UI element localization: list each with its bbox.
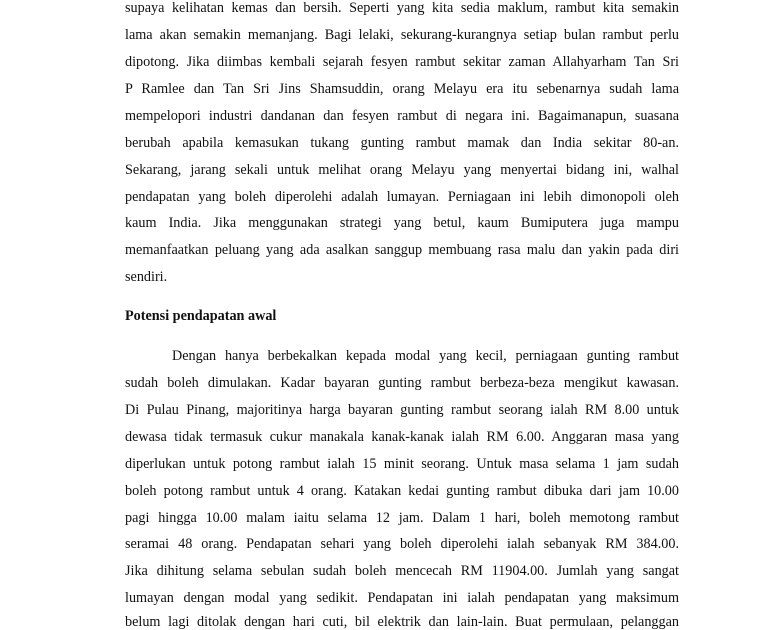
paragraph-1-line-2: lama akan semakin memanjang. Bagi lelaki, sekurang-kurangnya setiap bulan rambut perlu [125,27,679,43]
paragraph-2-line-8: seramai 48 orang. Pendapatan sehari yang boleh diperolehi ialah sebanyak RM 384.00. [125,536,679,552]
paragraph-2-line-1: Dengan hanya berbekalkan kepada modal yang kecil, perniagaan gunting rambut [172,348,679,364]
section-heading: Potensi pendapatan awal [125,308,277,324]
paragraph-1-line-11: sendiri. [125,269,168,285]
paragraph-2-line-4: dewasa tidak termasuk cukur manakala kanak-kanak ialah RM 6.00. Anggaran masa yang [125,429,679,445]
paragraph-1-line-4: P Ramlee dan Tan Sri Jins Shamsuddin, orang Melayu era itu sebenarnya sudah lama [125,81,679,97]
paragraph-2-line-2: sudah boleh dimulakan. Kadar bayaran gunting rambut berbeza-beza mengikut kawasan. [125,375,679,391]
paragraph-2-line-5: diperlukan untuk potong rambut ialah 15 minit seorang. Untuk masa selama 1 jam sudah [125,456,679,472]
paragraph-1-line-6: berubah apabila kemasukan tukang gunting rambut mamak dan India sekitar 80-an. [125,135,679,151]
paragraph-1-line-9: kaum India. Jika menggunakan strategi yang betul, kaum Bumiputera juga mampu [125,215,679,231]
paragraph-2-line-11: belum lagi ditolak dengan hari cuti, bil elektrik dan lain-lain. Buat permulaan, pelanggan [125,614,679,630]
paragraph-1-line-3: dipotong. Jika diimbas kembali sejarah fesyen rambut sekitar zaman Allahyarham Tan Sri [125,54,679,70]
paragraph-1-line-5: mempelopori industri dandanan dan fesyen rambut di negara ini. Bagaimanapun, suasana [125,108,679,124]
paragraph-2-line-9: Jika dihitung selama sebulan sudah boleh mencecah RM 11904.00. Jumlah yang sangat [125,563,679,579]
paragraph-2-line-6: boleh potong rambut untuk 4 orang. Katakan kedai gunting rambut dibuka dari jam 10.00 [125,483,679,499]
paragraph-2-line-3: Di Pulau Pinang, majoritinya harga bayaran gunting rambut seorang ialah RM 8.00 untuk [125,402,679,418]
paragraph-1-line-1: supaya kelihatan kemas dan bersih. Seperti yang kita sedia maklum, rambut kita semakin [125,0,679,16]
paragraph-2-line-7: pagi hingga 10.00 malam iaitu selama 12 jam. Dalam 1 hari, boleh memotong rambut [125,510,679,526]
paragraph-1-line-10: memanfaatkan peluang yang ada asalkan sanggup membuang rasa malu dan yakin pada diri [125,242,679,258]
paragraph-2-line-10: lumayan dengan modal yang sedikit. Pendapatan ini ialah pendapatan yang maksimum [125,590,679,606]
paragraph-1-line-8: pendapatan yang boleh diperolehi adalah lumayan. Perniagaan ini lebih dimonopoli oleh [125,189,679,205]
paragraph-1-line-7: Sekarang, jarang sekali untuk melihat orang Melayu yang menyertai bidang ini, walhal [125,162,679,178]
